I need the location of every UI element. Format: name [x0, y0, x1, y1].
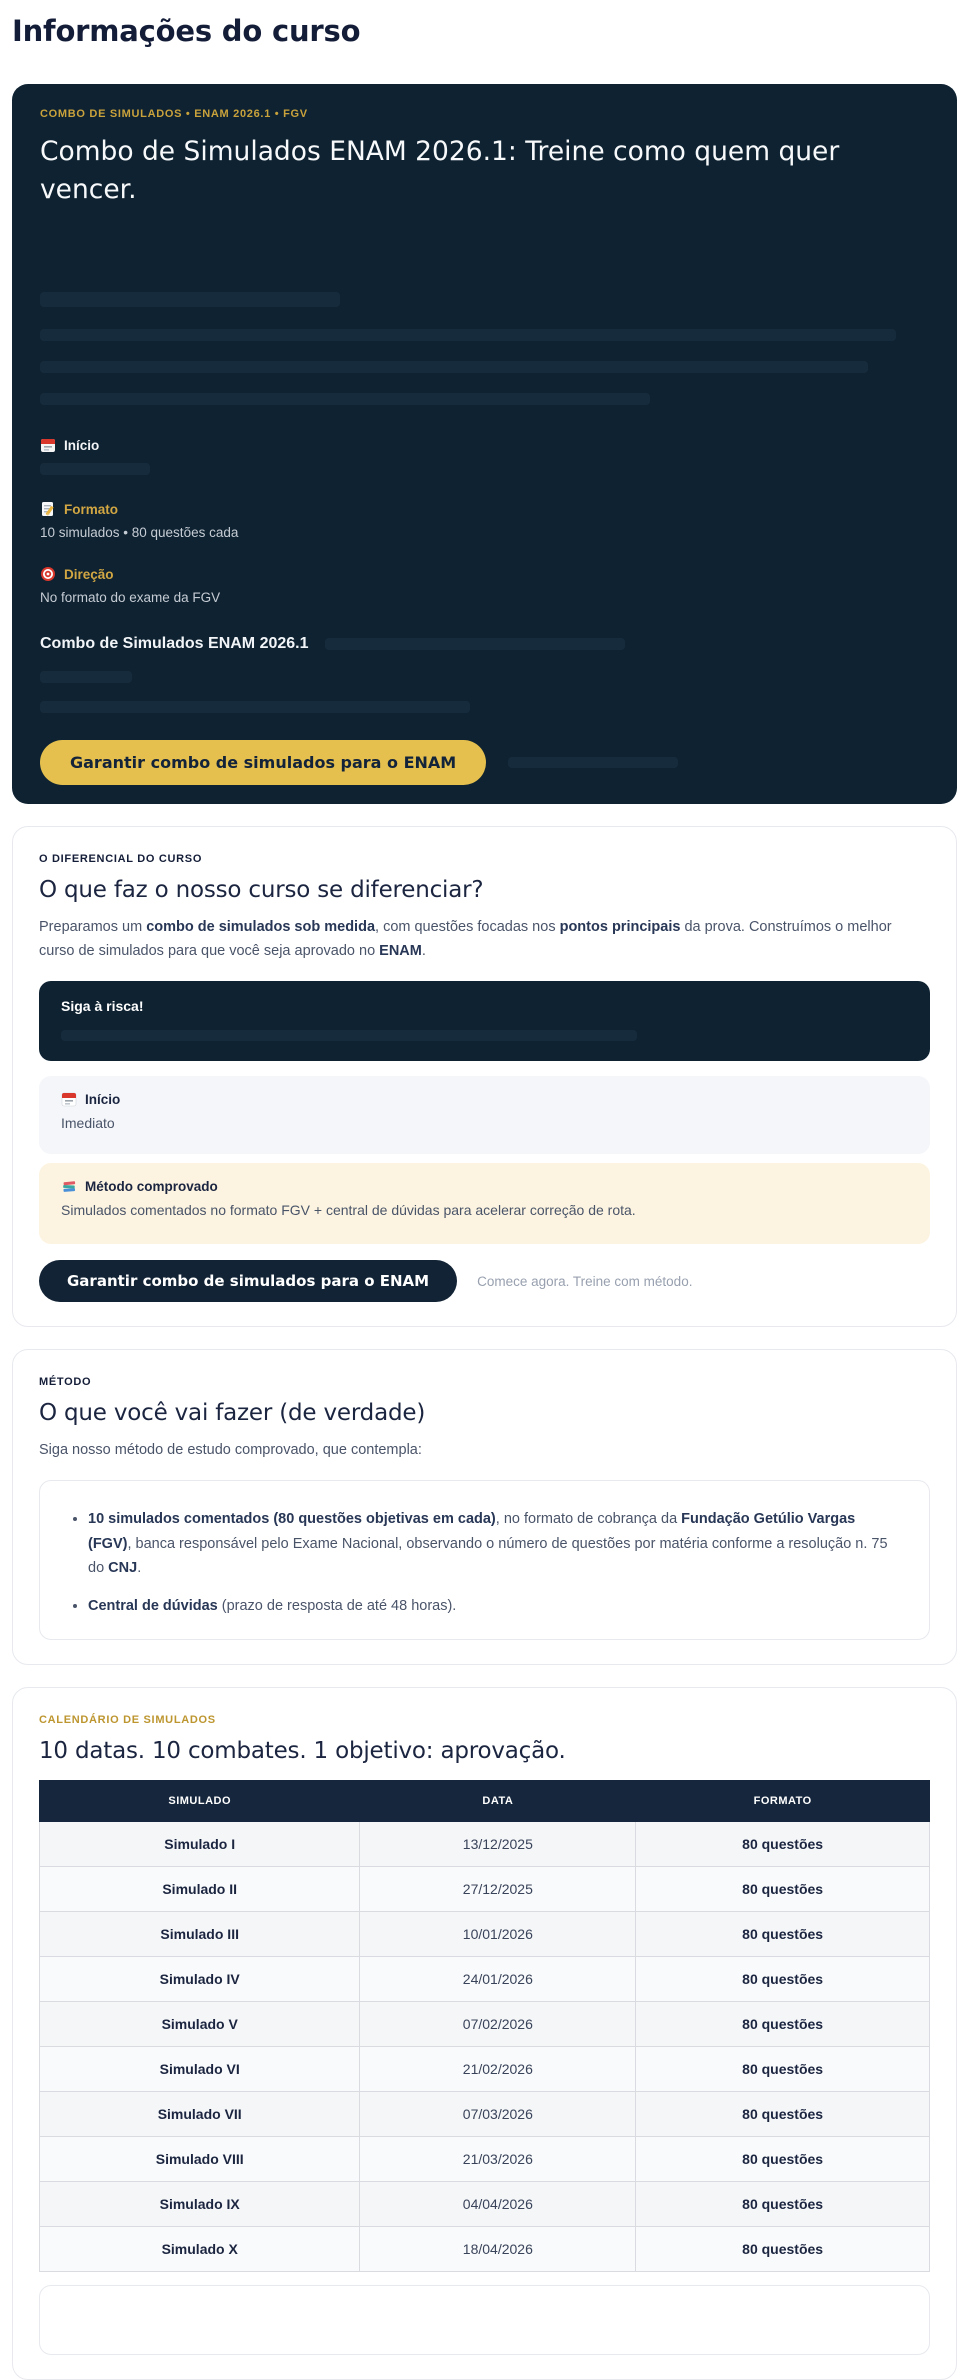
table-row [40, 1821, 930, 1866]
diferencial-eyebrow: O DIFERENCIAL DO CURSO [39, 853, 203, 865]
cell-date: 24/01/2026 [360, 1956, 636, 2001]
metodo-comprovado-label: Método comprovado [85, 1178, 218, 1194]
inicio-label: Início [85, 1091, 121, 1107]
diferencial-paragraph: Preparamos um combo de simulados sob medida, com questões focadas nos pontos principais da prova. Construímos o melhor curso de simulados para que você seja aprovado no ENAM. [39, 919, 892, 960]
hero-faint-text-block [40, 292, 929, 405]
cell-date: 21/02/2026 [360, 2046, 636, 2091]
diferencial-title: O que faz o nosso curso se diferenciar? [39, 877, 484, 903]
table-row [40, 1866, 930, 1911]
metodo-comprovado-desc: Simulados comentados no formato FGV + central de dúvidas para acelerar correção de rota. [61, 1202, 636, 1219]
cell-format: 80 questões [636, 2046, 930, 2091]
faint-value [40, 463, 150, 475]
table-row [40, 1956, 930, 2001]
cell-name: Simulado II [40, 1866, 360, 1911]
faint-line [508, 757, 678, 768]
column-header-formato: FORMATO [636, 1780, 930, 1821]
books-icon [61, 1178, 77, 1194]
column-header-data: DATA [360, 1780, 636, 1821]
table-row [40, 2046, 930, 2091]
inicio-box [39, 1076, 930, 1154]
metodo-title: O que você vai fazer (de verdade) [39, 1400, 426, 1427]
cell-format: 80 questões [636, 2226, 930, 2271]
meta-item-formato [40, 501, 929, 540]
faint-line [40, 361, 868, 373]
table-header-row [40, 1780, 930, 1821]
cta-note: Comece agora. Treine com método. [477, 1273, 693, 1289]
cell-date: 21/03/2026 [360, 2136, 636, 2181]
inicio-value: Imediato [61, 1115, 115, 1132]
faint-line [40, 329, 896, 341]
hero-meta-list [40, 437, 929, 605]
table-row [40, 2226, 930, 2271]
meta-label-text: Direção [64, 566, 114, 582]
next-section-box [39, 2285, 930, 2355]
column-header-simulado: SIMULADO [40, 1780, 360, 1821]
calendar-icon [40, 437, 56, 453]
product-line [40, 635, 929, 653]
hero-title: Combo de Simulados ENAM 2026.1: Treine como quem quer vencer. [40, 136, 840, 205]
simulados-table-body [40, 1821, 930, 2271]
meta-value: 10 simulados • 80 questões cada [40, 525, 239, 541]
page-title: Informações do curso [12, 14, 361, 48]
hero-cta-button[interactable]: Garantir combo de simulados para o ENAM [40, 740, 486, 785]
cell-format: 80 questões [636, 1911, 930, 1956]
cell-name: Simulado V [40, 2001, 360, 2046]
product-name: Combo de Simulados ENAM 2026.1 [40, 635, 309, 653]
hero-cta-row [40, 740, 929, 785]
cell-format: 80 questões [636, 1866, 930, 1911]
cell-name: Simulado VI [40, 2046, 360, 2091]
metodo-eyebrow: MÉTODO [39, 1376, 92, 1389]
metodo-intro: Siga nosso método de estudo comprovado, que contempla: [39, 1442, 422, 1459]
cell-date: 10/01/2026 [360, 1911, 636, 1956]
cell-format: 80 questões [636, 1956, 930, 2001]
calendar-icon [61, 1091, 77, 1107]
simulados-table [39, 1780, 930, 2272]
meta-item-direcao [40, 566, 929, 605]
table-row [40, 2136, 930, 2181]
faint-line [40, 393, 650, 405]
cell-date: 07/03/2026 [360, 2091, 636, 2136]
memo-icon [40, 501, 56, 517]
diferencial-cta-row [39, 1260, 930, 1302]
calendario-eyebrow: CALENDÁRIO DE SIMULADOS [39, 1713, 216, 1726]
cell-name: Simulado X [40, 2226, 360, 2271]
cell-format: 80 questões [636, 2136, 930, 2181]
faint-line [325, 638, 625, 650]
metodo-comprovado-box [39, 1163, 930, 1244]
table-row [40, 2001, 930, 2046]
hero-card [12, 84, 957, 804]
cell-date: 04/04/2026 [360, 2181, 636, 2226]
faint-line [61, 1030, 637, 1041]
meta-value: No formato do exame da FGV [40, 590, 221, 606]
faint-line [40, 292, 340, 307]
diferencial-cta-button[interactable]: Garantir combo de simulados para o ENAM [39, 1260, 457, 1302]
cell-date: 18/04/2026 [360, 2226, 636, 2271]
faint-line [40, 671, 132, 683]
cell-name: Simulado VIII [40, 2136, 360, 2181]
bullet-item: • Central de dúvidas (prazo de resposta de até 48 horas). [88, 1594, 901, 1619]
target-icon [40, 566, 56, 582]
faint-line [40, 701, 470, 713]
calendario-title: 10 datas. 10 combates. 1 objetivo: aprovação. [39, 1737, 566, 1764]
table-row [40, 2181, 930, 2226]
cell-name: Simulado IX [40, 2181, 360, 2226]
meta-label-text: Início [64, 437, 100, 453]
cell-name: Simulado I [40, 1821, 360, 1866]
diferencial-card [12, 826, 957, 1327]
cell-date: 13/12/2025 [360, 1821, 636, 1866]
cell-date: 07/02/2026 [360, 2001, 636, 2046]
bullet-item: • 10 simulados comentados (80 questões objetivas em cada), no formato de cobrança da Fundação Getúlio Vargas (FGV), banca responsável pelo Exame Nacional, observando o número de questões por matéria conforme a resolução n. 75 do CNJ. [88, 1507, 901, 1581]
calendario-card [12, 1687, 957, 2380]
metodo-bullet-list [68, 1507, 901, 1619]
metodo-list-box [39, 1480, 930, 1640]
cell-format: 80 questões [636, 2091, 930, 2136]
metodo-card [12, 1349, 957, 1665]
cell-format: 80 questões [636, 1821, 930, 1866]
cell-format: 80 questões [636, 2001, 930, 2046]
cell-name: Simulado VII [40, 2091, 360, 2136]
cell-date: 27/12/2025 [360, 1866, 636, 1911]
cell-name: Simulado III [40, 1911, 360, 1956]
table-row [40, 1911, 930, 1956]
siga-a-risca-callout [39, 981, 930, 1061]
meta-item-inicio [40, 437, 929, 475]
table-row [40, 2091, 930, 2136]
cell-name: Simulado IV [40, 1956, 360, 2001]
meta-label-text: Formato [64, 501, 118, 517]
cell-format: 80 questões [636, 2181, 930, 2226]
callout-title: Siga à risca! [61, 998, 144, 1015]
hero-eyebrow: COMBO DE SIMULADOS • ENAM 2026.1 • FGV [40, 108, 308, 120]
